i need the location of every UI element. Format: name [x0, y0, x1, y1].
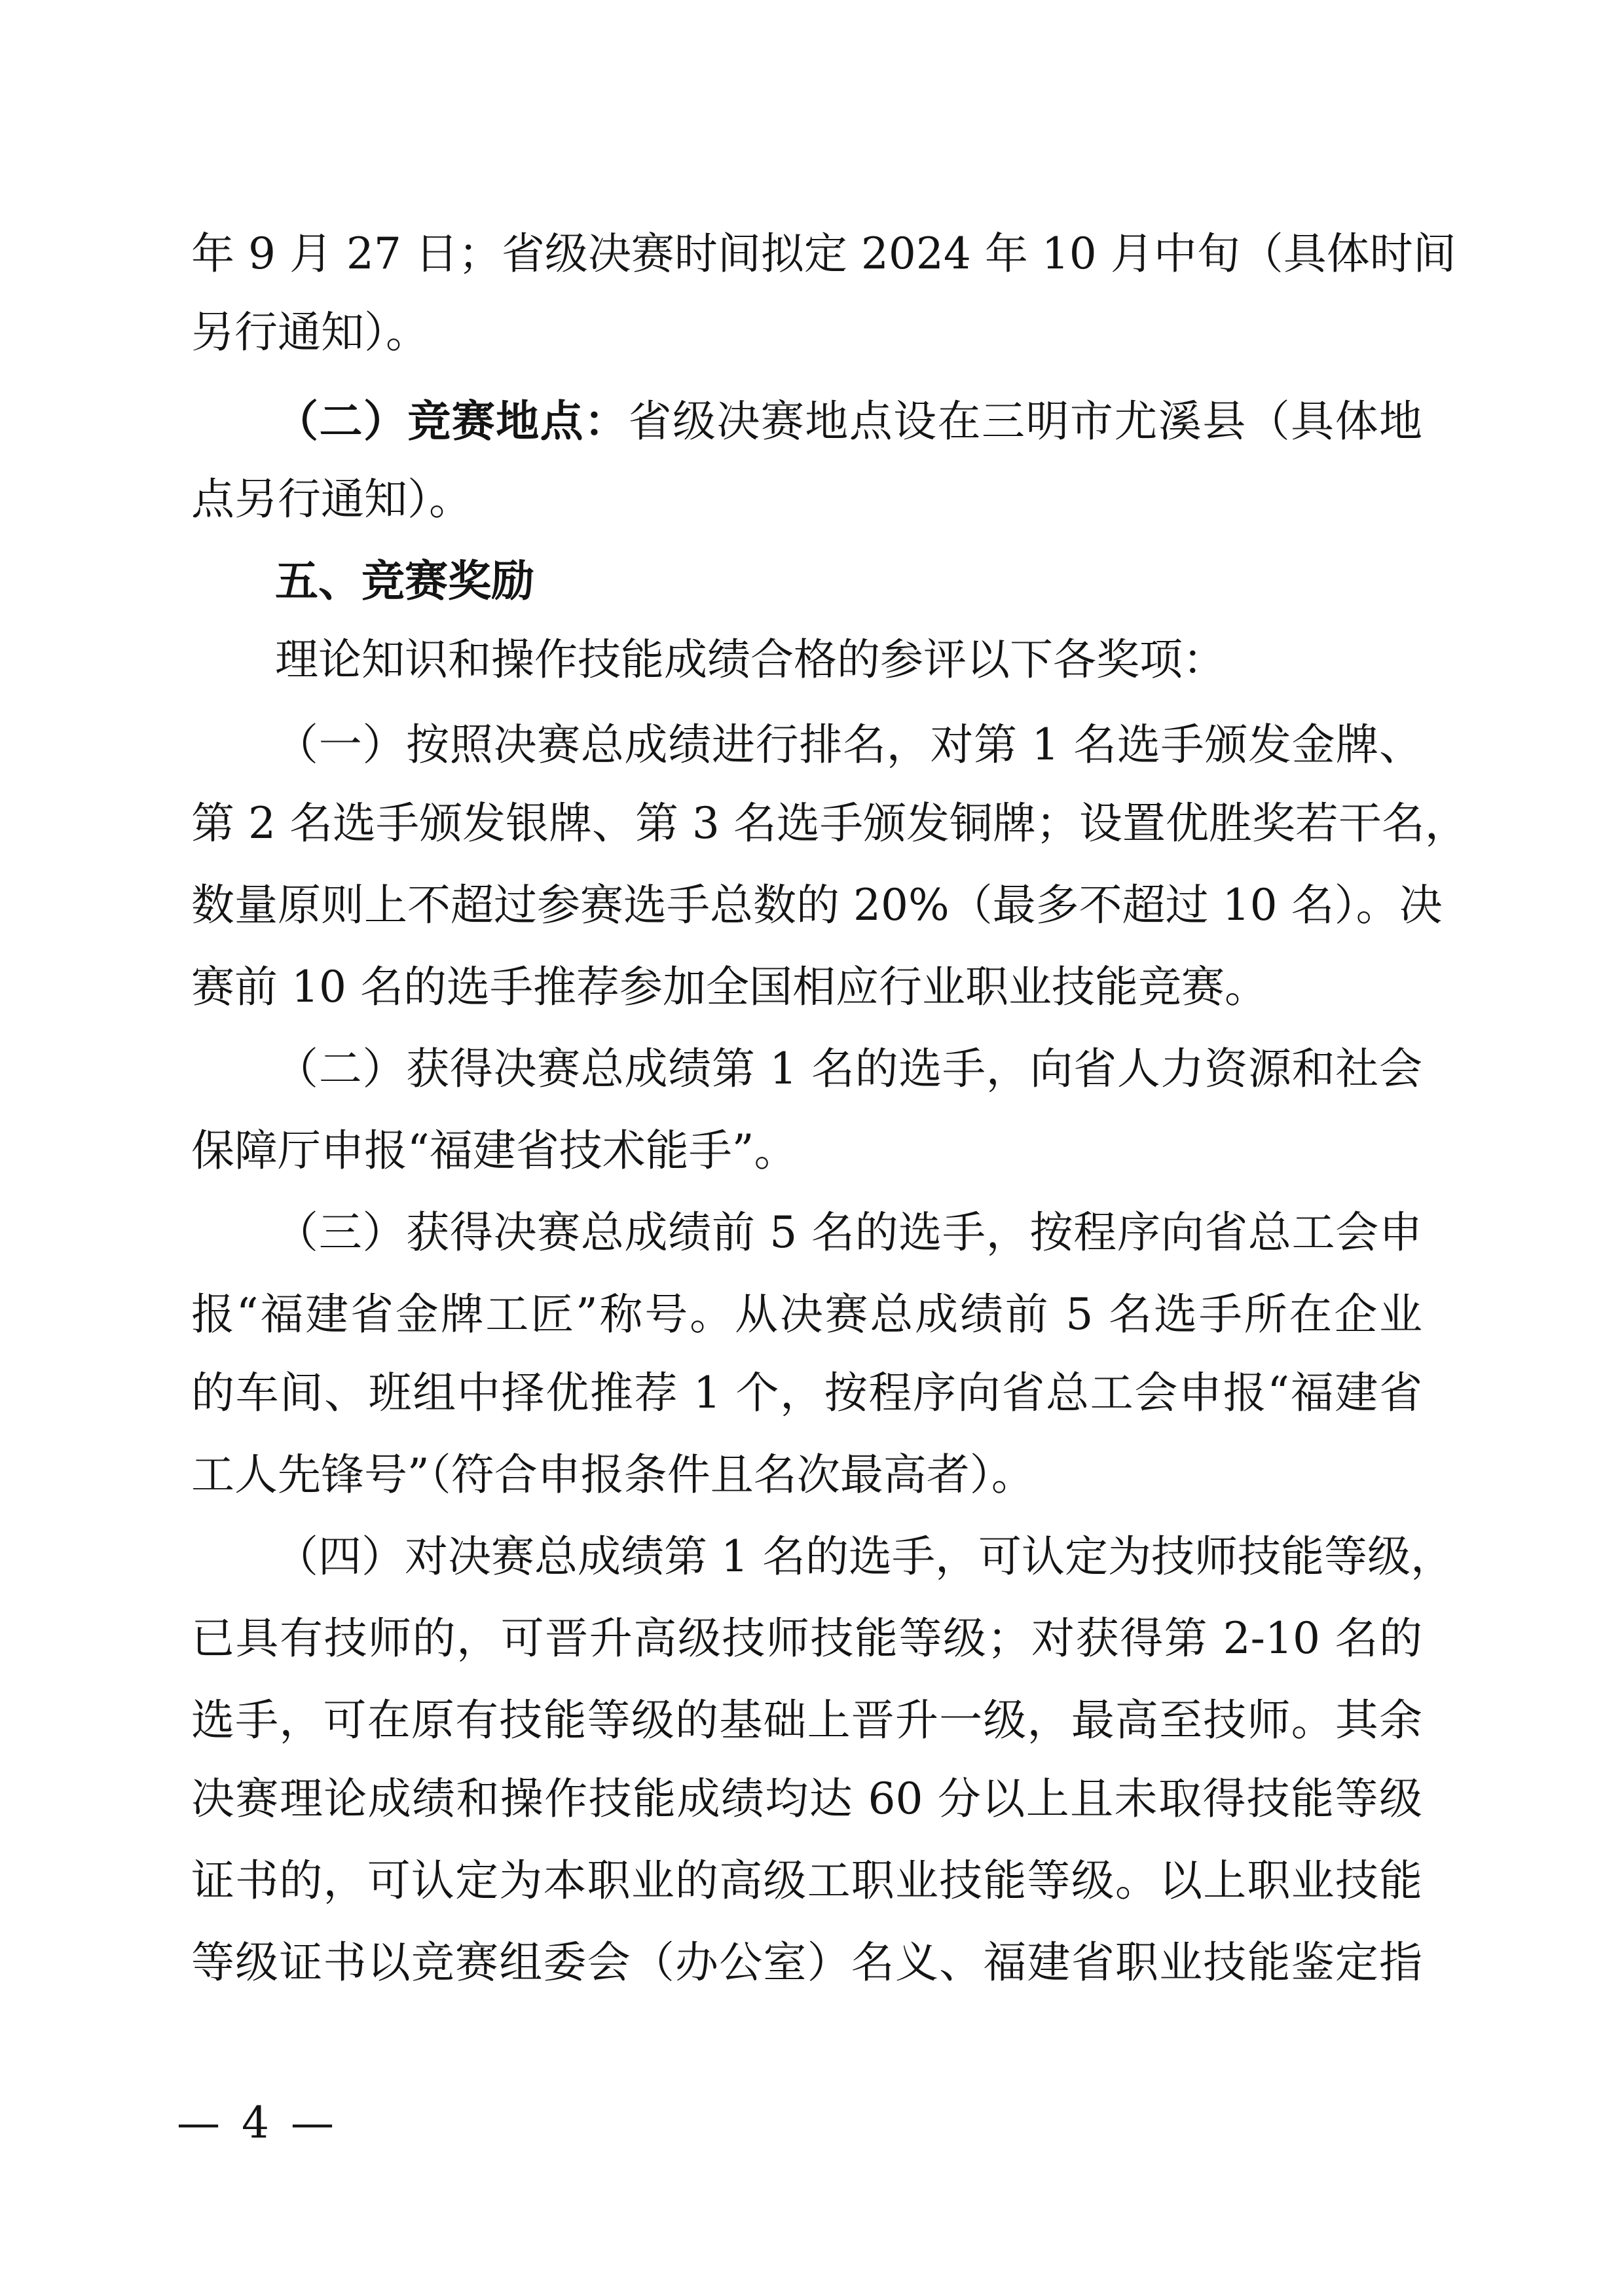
text-line: （二）获得决赛总成绩第 1 名的选手，向省人力资源和社会	[275, 1044, 1422, 1094]
text-line: 第 2 名选手颁发银牌、第 3 名选手颁发铜牌；设置优胜奖若干名，	[191, 798, 1468, 848]
location-text: 省级决赛地点设在三明市尤溪县（具体地	[628, 396, 1423, 446]
section-heading: 五、竞赛奖励	[275, 556, 534, 606]
text-line: 选手，可在原有技能等级的基础上晋升一级，最高至技师。其余	[191, 1695, 1422, 1745]
text-line: 点另行通知）。	[191, 474, 472, 524]
text-line: （四）对决赛总成绩第 1 名的选手，可认定为技师技能等级，	[275, 1531, 1454, 1582]
text-line: 决赛理论成绩和操作技能成绩均达 60 分以上且未取得技能等级	[191, 1774, 1422, 1824]
location-paragraph	[275, 390, 1422, 453]
text-line: 赛前 10 名的选手推荐参加全国相应行业职业技能竞赛。	[191, 962, 1268, 1012]
location-lead: （二）竞赛地点：	[275, 395, 629, 446]
text-line: （一）按照决赛总成绩进行排名，对第 1 名选手颁发金牌、	[275, 720, 1422, 770]
text-line: 年 9 月 27 日；省级决赛时间拟定 2024 年 10 月中旬（具体时间	[191, 228, 1456, 279]
text-line: 保障厅申报“福建省技术能手”。	[191, 1125, 798, 1176]
text-line: 等级证书以竞赛组委会（办公室）名义、福建省职业技能鉴定指	[191, 1937, 1422, 1988]
text-line: （三）获得决赛总成绩前 5 名的选手，按程序向省总工会申	[275, 1207, 1422, 1258]
text-line: 的车间、班组中择优推荐 1 个，按程序向省总工会申报“福建省	[191, 1368, 1422, 1418]
page-number: — 4 —	[177, 2098, 338, 2148]
text-line: 工人先锋号”（符合申报条件且名次最高者）。	[191, 1449, 1035, 1500]
text-line: 已具有技师的，可晋升高级技师技能等级；对获得第 2-10 名的	[191, 1613, 1422, 1664]
text-line: 报“福建省金牌工匠”称号。从决赛总成绩前 5 名选手所在企业	[191, 1289, 1422, 1339]
text-line: 另行通知）。	[191, 307, 429, 357]
text-line: 数量原则上不超过参赛选手总数的 20%（最多不超过 10 名）。决	[191, 880, 1443, 930]
text-line: 证书的，可认定为本职业的高级工职业技能等级。以上职业技能	[191, 1855, 1422, 1906]
text-line: 理论知识和操作技能成绩合格的参评以下各奖项：	[275, 634, 1226, 685]
